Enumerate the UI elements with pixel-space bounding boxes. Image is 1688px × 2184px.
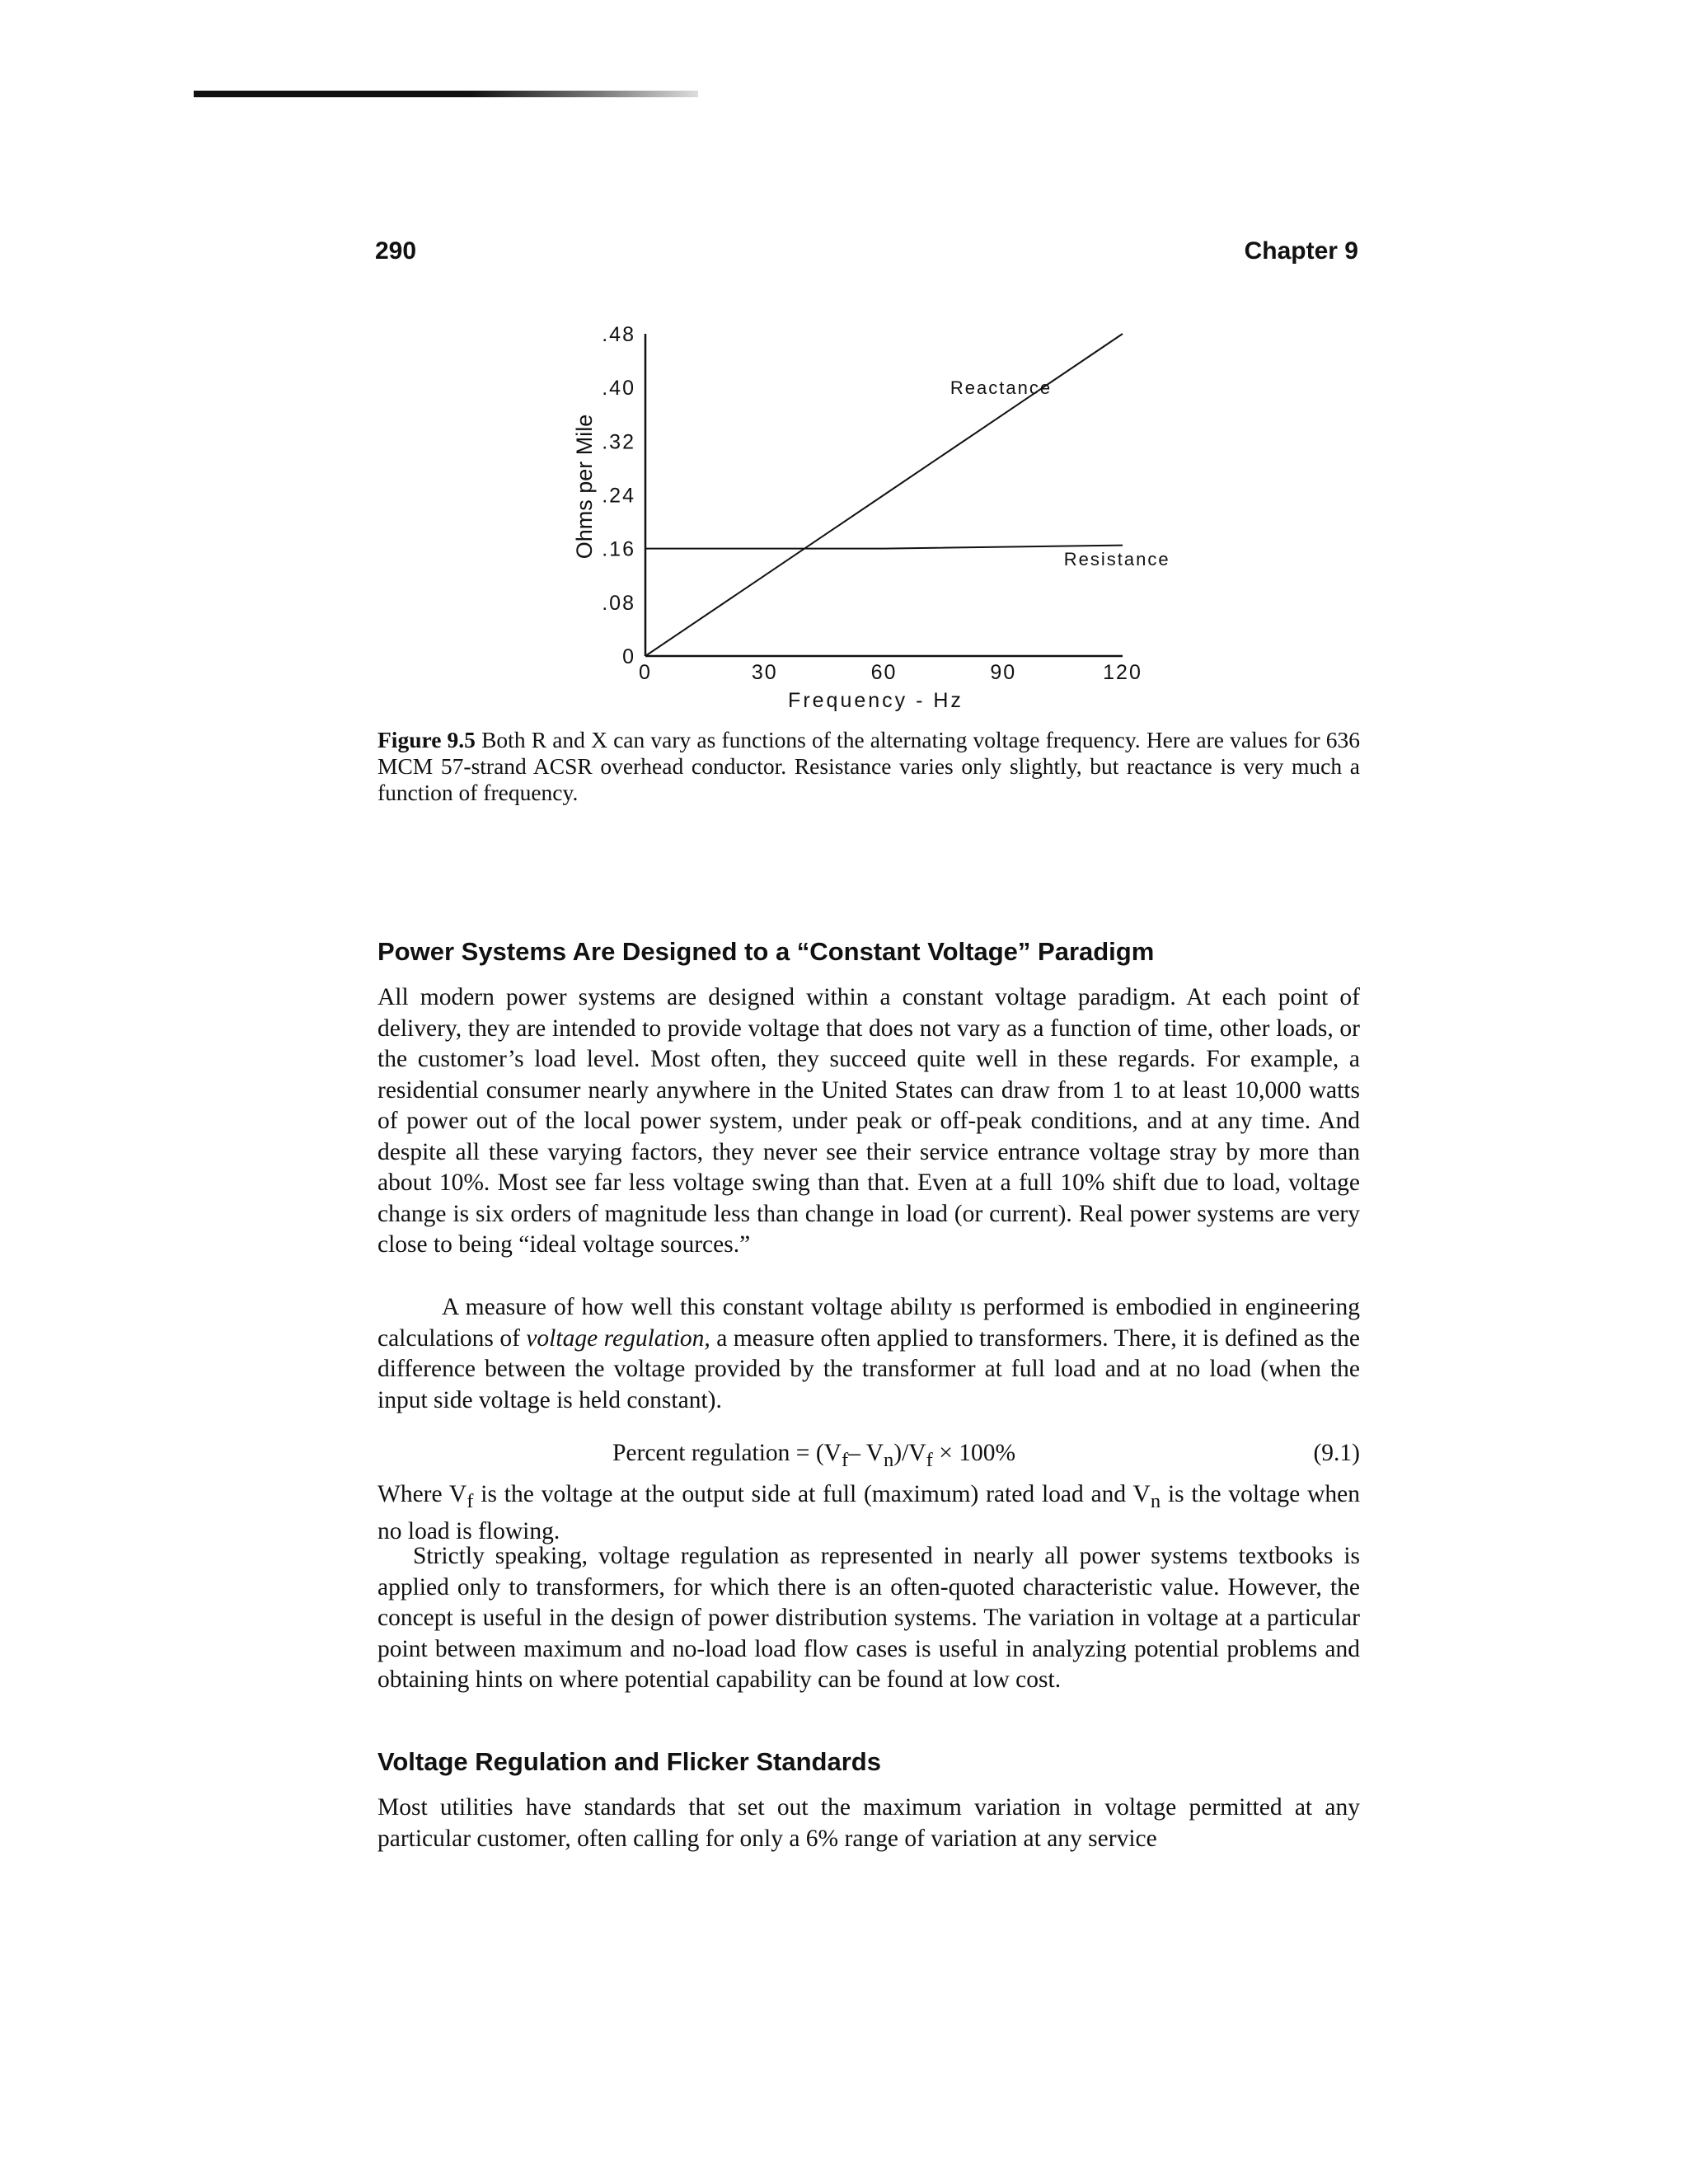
figure-caption-text: Both R and X can vary as functions of the alternating voltage frequency. Here are values for 636 MCM 57-strand ACSR overhead conductor. Resistance varies only slightly, but reactance is very much a function of frequency. bbox=[377, 727, 1360, 805]
y-axis-label: Ohms per Mile bbox=[572, 414, 597, 560]
y-tick-label: .16 bbox=[602, 537, 635, 561]
paragraph-voltage-regulation bbox=[377, 1292, 1360, 1416]
reactance-label: Reactance bbox=[950, 377, 1053, 399]
x-tick-label: 0 bbox=[639, 661, 652, 684]
paragraph-strictly-speaking: Strictly speaking, voltage regulation as represented in nearly all power systems textbooks is applied only to transformers, for which there is an often-quoted characteristic value. However, the concept is useful in the design of power distribution systems. The variation in voltage at a particular point between maximum and no-load load flow cases is useful in analyzing potential problems and obtaining hints on where potential capability can be found at low cost. bbox=[377, 1543, 1360, 1693]
resistance-label: Resistance bbox=[1063, 548, 1170, 569]
y-tick-label: 0 bbox=[622, 645, 635, 668]
paragraph-utility-standards: Most utilities have standards that set out the maximum variation in voltage permitted at any particular customer, often calling for only a 6% range of variation at any service bbox=[377, 1794, 1360, 1852]
y-tick-label: .08 bbox=[602, 591, 635, 615]
y-tick-label: .48 bbox=[602, 323, 635, 346]
x-tick-label: 120 bbox=[1103, 661, 1142, 684]
impedance-chart bbox=[0, 0, 1688, 824]
paragraph-constant-voltage: All modern power systems are designed within a constant voltage paradigm. At each point of delivery, they are intended to provide voltage that does not vary as a function of time, other loads, or the customer’s load level. Most often, they succeed quite well in these regards. For example, a residential consumer nearly anywhere in the United States can draw from 1 to at least 10,000 watts of power out of the local power system, under peak or off-peak conditions, and at any time. And despite all these varying factors, they never see their service entrance voltage stray by more than about 10%. Most see far less voltage swing than that. Even at a full 10% shift due to load, voltage change is six orders of magnitude less than change in load (or current). Real power systems are very close to being “ideal voltage sources.” bbox=[377, 984, 1360, 1258]
y-tick-label: .24 bbox=[602, 484, 635, 508]
x-axis-label: Frequency - Hz bbox=[788, 689, 964, 712]
equation-number: (9.1) bbox=[1313, 1440, 1360, 1466]
section-heading-constant-voltage: Power Systems Are Designed to a “Constant Voltage” Paradigm bbox=[377, 937, 1155, 966]
y-tick-labels bbox=[602, 323, 635, 668]
figure-label: Figure 9.5 bbox=[377, 727, 476, 752]
section-heading-flicker-standards: Voltage Regulation and Flicker Standards bbox=[377, 1747, 881, 1776]
x-tick-label: 90 bbox=[990, 661, 1017, 684]
equation-text: Percent regulation = ($V_f-$ $V_n)/V_f \times 100\%$ bbox=[612, 1440, 1016, 1471]
resistance-line bbox=[645, 546, 1123, 549]
y-tick-label: .32 bbox=[602, 430, 635, 454]
figure-caption bbox=[377, 727, 1360, 806]
term-voltage-regulation: voltage regulation, bbox=[526, 1324, 710, 1352]
chapter-title: Chapter 9 bbox=[1244, 237, 1358, 265]
x-tick-label: 30 bbox=[751, 661, 778, 684]
paragraph-voltage-regulation-a: A measure of how well this constant voltage abilıty ıs performed is embodied in engineering calculations of bbox=[377, 1294, 1360, 1352]
x-tick-label: 60 bbox=[870, 661, 898, 684]
paragraph-where: Where $V_f$ is the voltage at the output side at full (maximum) rated load and $V_n$ is the voltage when no load is flowing. bbox=[377, 1481, 1360, 1545]
y-tick-label: .40 bbox=[602, 377, 635, 401]
x-tick-labels bbox=[639, 661, 1142, 684]
paragraph-voltage-regulation-b: a measure often applied to transformers. There, it is defined as the difference between the voltage provided by the transformer at full load and at no load (when the input side voltage is held constant). bbox=[377, 1324, 1361, 1413]
page-number: 290 bbox=[375, 237, 417, 265]
